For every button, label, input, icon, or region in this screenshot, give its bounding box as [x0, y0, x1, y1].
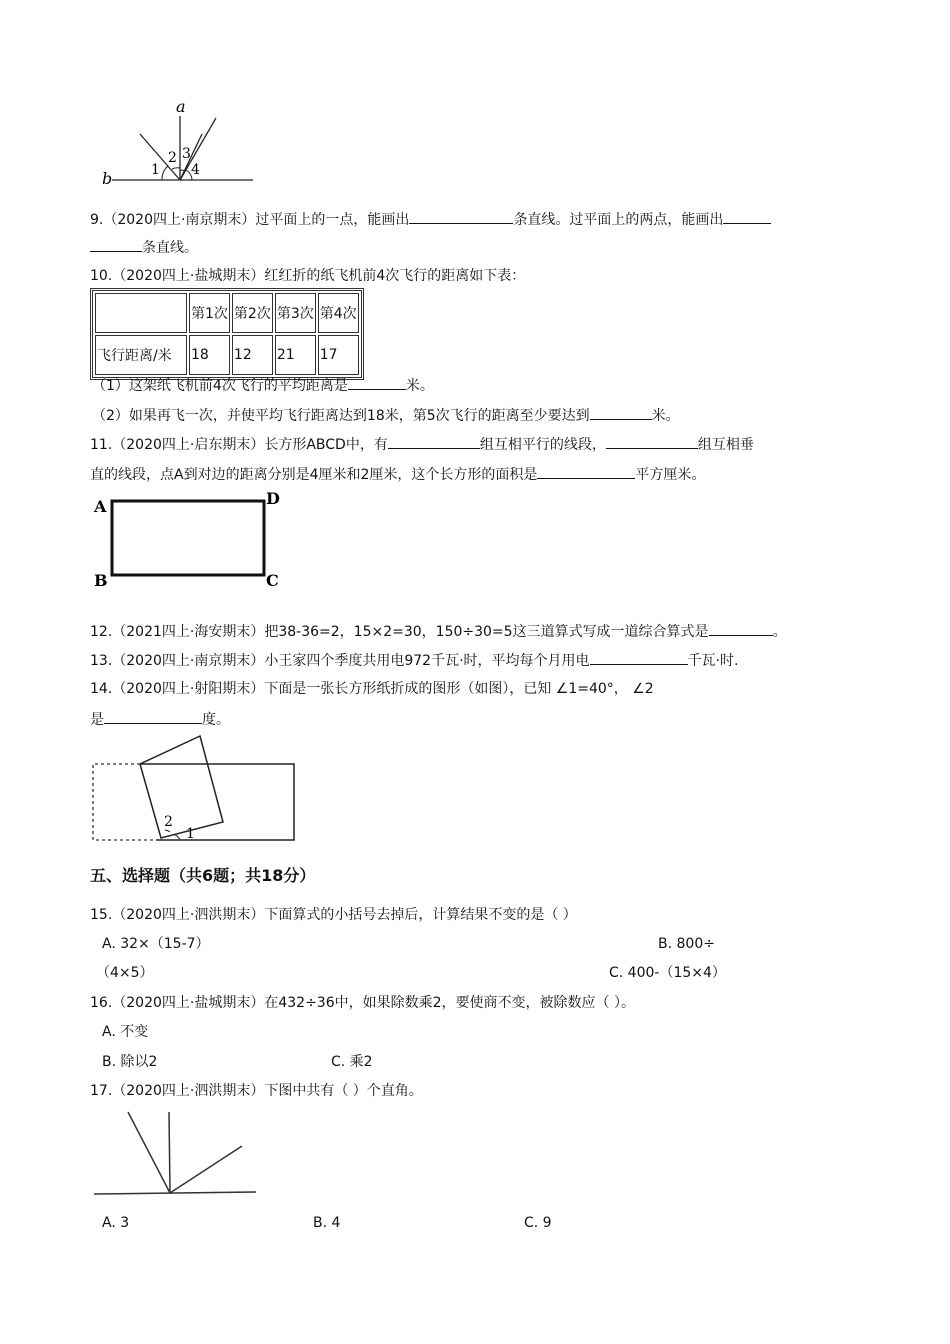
question-17-stem: 17.（2020四上·泗洪期末）下图中共有（ ）个直角。 [90, 1083, 423, 1099]
corner-c: C [266, 571, 279, 590]
question-10-sub1: （1）这架纸飞机前4次飞行的平均距离是 米。 [92, 375, 434, 396]
answer-blank[interactable] [90, 237, 142, 252]
option-a[interactable]: A. 3 [102, 1215, 130, 1231]
corner-b: B [94, 571, 108, 590]
table-cell: 21 [275, 335, 316, 375]
question-16-stem: 16.（2020四上·盐城期末）在432÷36中，如果除数乘2，要使商不变，被除数应（ ）。 [90, 995, 635, 1011]
section-5-title: 五、选择题（共6题；共18分） [90, 866, 316, 885]
corner-a: A [94, 497, 107, 516]
option-c[interactable]: C. 400-（15×4） [609, 965, 726, 981]
label-a: a [176, 98, 186, 116]
question-10-stem: 10.（2020四上·盐城期末）红红折的纸飞机前4次飞行的距离如下表： [90, 268, 526, 284]
table-cell: 17 [318, 335, 359, 375]
answer-blank[interactable] [606, 434, 698, 449]
table-cell: 18 [189, 335, 230, 375]
flight-table [90, 288, 364, 380]
option-a[interactable]: A. 不变 [102, 1024, 149, 1040]
answer-blank[interactable] [723, 209, 771, 224]
rectangle-abcd-figure [90, 490, 290, 592]
option-b[interactable]: B. 除以2 [102, 1054, 158, 1070]
answer-blank[interactable] [590, 405, 652, 420]
angle-4-label: 4 [191, 162, 200, 178]
question-13: 13.（2020四上·南京期末）小王家四个季度共用电972千瓦·时，平均每个月用电 千瓦·时. [90, 650, 738, 671]
option-c[interactable]: C. 乘2 [331, 1054, 373, 1070]
question-9: 9.（2020四上·南京期末）过平面上的一点，能画出 条直线。过平面上的两点，能画出 [90, 209, 771, 230]
option-a[interactable]: A. 32×（15-7） [102, 936, 210, 952]
answer-blank[interactable] [348, 375, 406, 390]
table-header [95, 293, 187, 333]
right-angles-figure [92, 1108, 258, 1198]
option-b[interactable]: B. 800÷ [658, 936, 715, 952]
table-header: 第3次 [275, 293, 316, 333]
answer-blank[interactable] [388, 434, 480, 449]
angles-figure [98, 98, 258, 190]
corner-d: D [266, 490, 280, 508]
answer-blank[interactable] [409, 209, 513, 224]
folded-paper-figure [88, 734, 298, 844]
table-header: 第4次 [318, 293, 359, 333]
answer-blank[interactable] [537, 464, 635, 479]
answer-blank[interactable] [590, 650, 688, 665]
table-header: 第2次 [232, 293, 273, 333]
angle-2-label: 2 [164, 814, 173, 830]
row-label: 飞行距离/米 [95, 335, 187, 375]
answer-blank[interactable] [104, 709, 202, 724]
question-15-stem: 15.（2020四上·泗洪期末）下面算式的小括号去掉后，计算结果不变的是（ ） [90, 907, 577, 923]
angle-1-label: 1 [186, 826, 195, 842]
question-9-cont: 条直线。 [90, 237, 198, 258]
option-b-cont[interactable]: （4×5） [96, 965, 154, 981]
question-11: 11.（2020四上·启东期末）长方形ABCD中，有 组互相平行的线段， 组互相垂 [90, 434, 754, 455]
answer-blank[interactable] [709, 621, 773, 636]
label-b: b [102, 169, 113, 188]
angle-3-label: 3 [182, 146, 191, 162]
question-14-cont: 是 度。 [90, 709, 230, 730]
table-header: 第1次 [189, 293, 230, 333]
question-10-sub2: （2）如果再飞一次，并使平均飞行距离达到18米，第5次飞行的距离至少要达到 米。 [92, 405, 680, 426]
question-11-cont: 直的线段，点A到对边的距离分别是4厘米和2厘米，这个长方形的面积是 平方厘米。 [90, 464, 705, 485]
angle-2-label: 2 [168, 150, 177, 166]
table-cell: 12 [232, 335, 273, 375]
question-14: 14.（2020四上·射阳期末）下面是一张长方形纸折成的图形（如图），已知 ∠1=40°， ∠2 [90, 681, 654, 697]
angle-1-label: 1 [151, 162, 160, 178]
option-b[interactable]: B. 4 [313, 1215, 341, 1231]
option-c[interactable]: C. 9 [524, 1215, 552, 1231]
question-12: 12.（2021四上·海安期末）把38-36=2，15×2=30，150÷30=5这三道算式写成一道综合算式是 。 [90, 621, 787, 642]
